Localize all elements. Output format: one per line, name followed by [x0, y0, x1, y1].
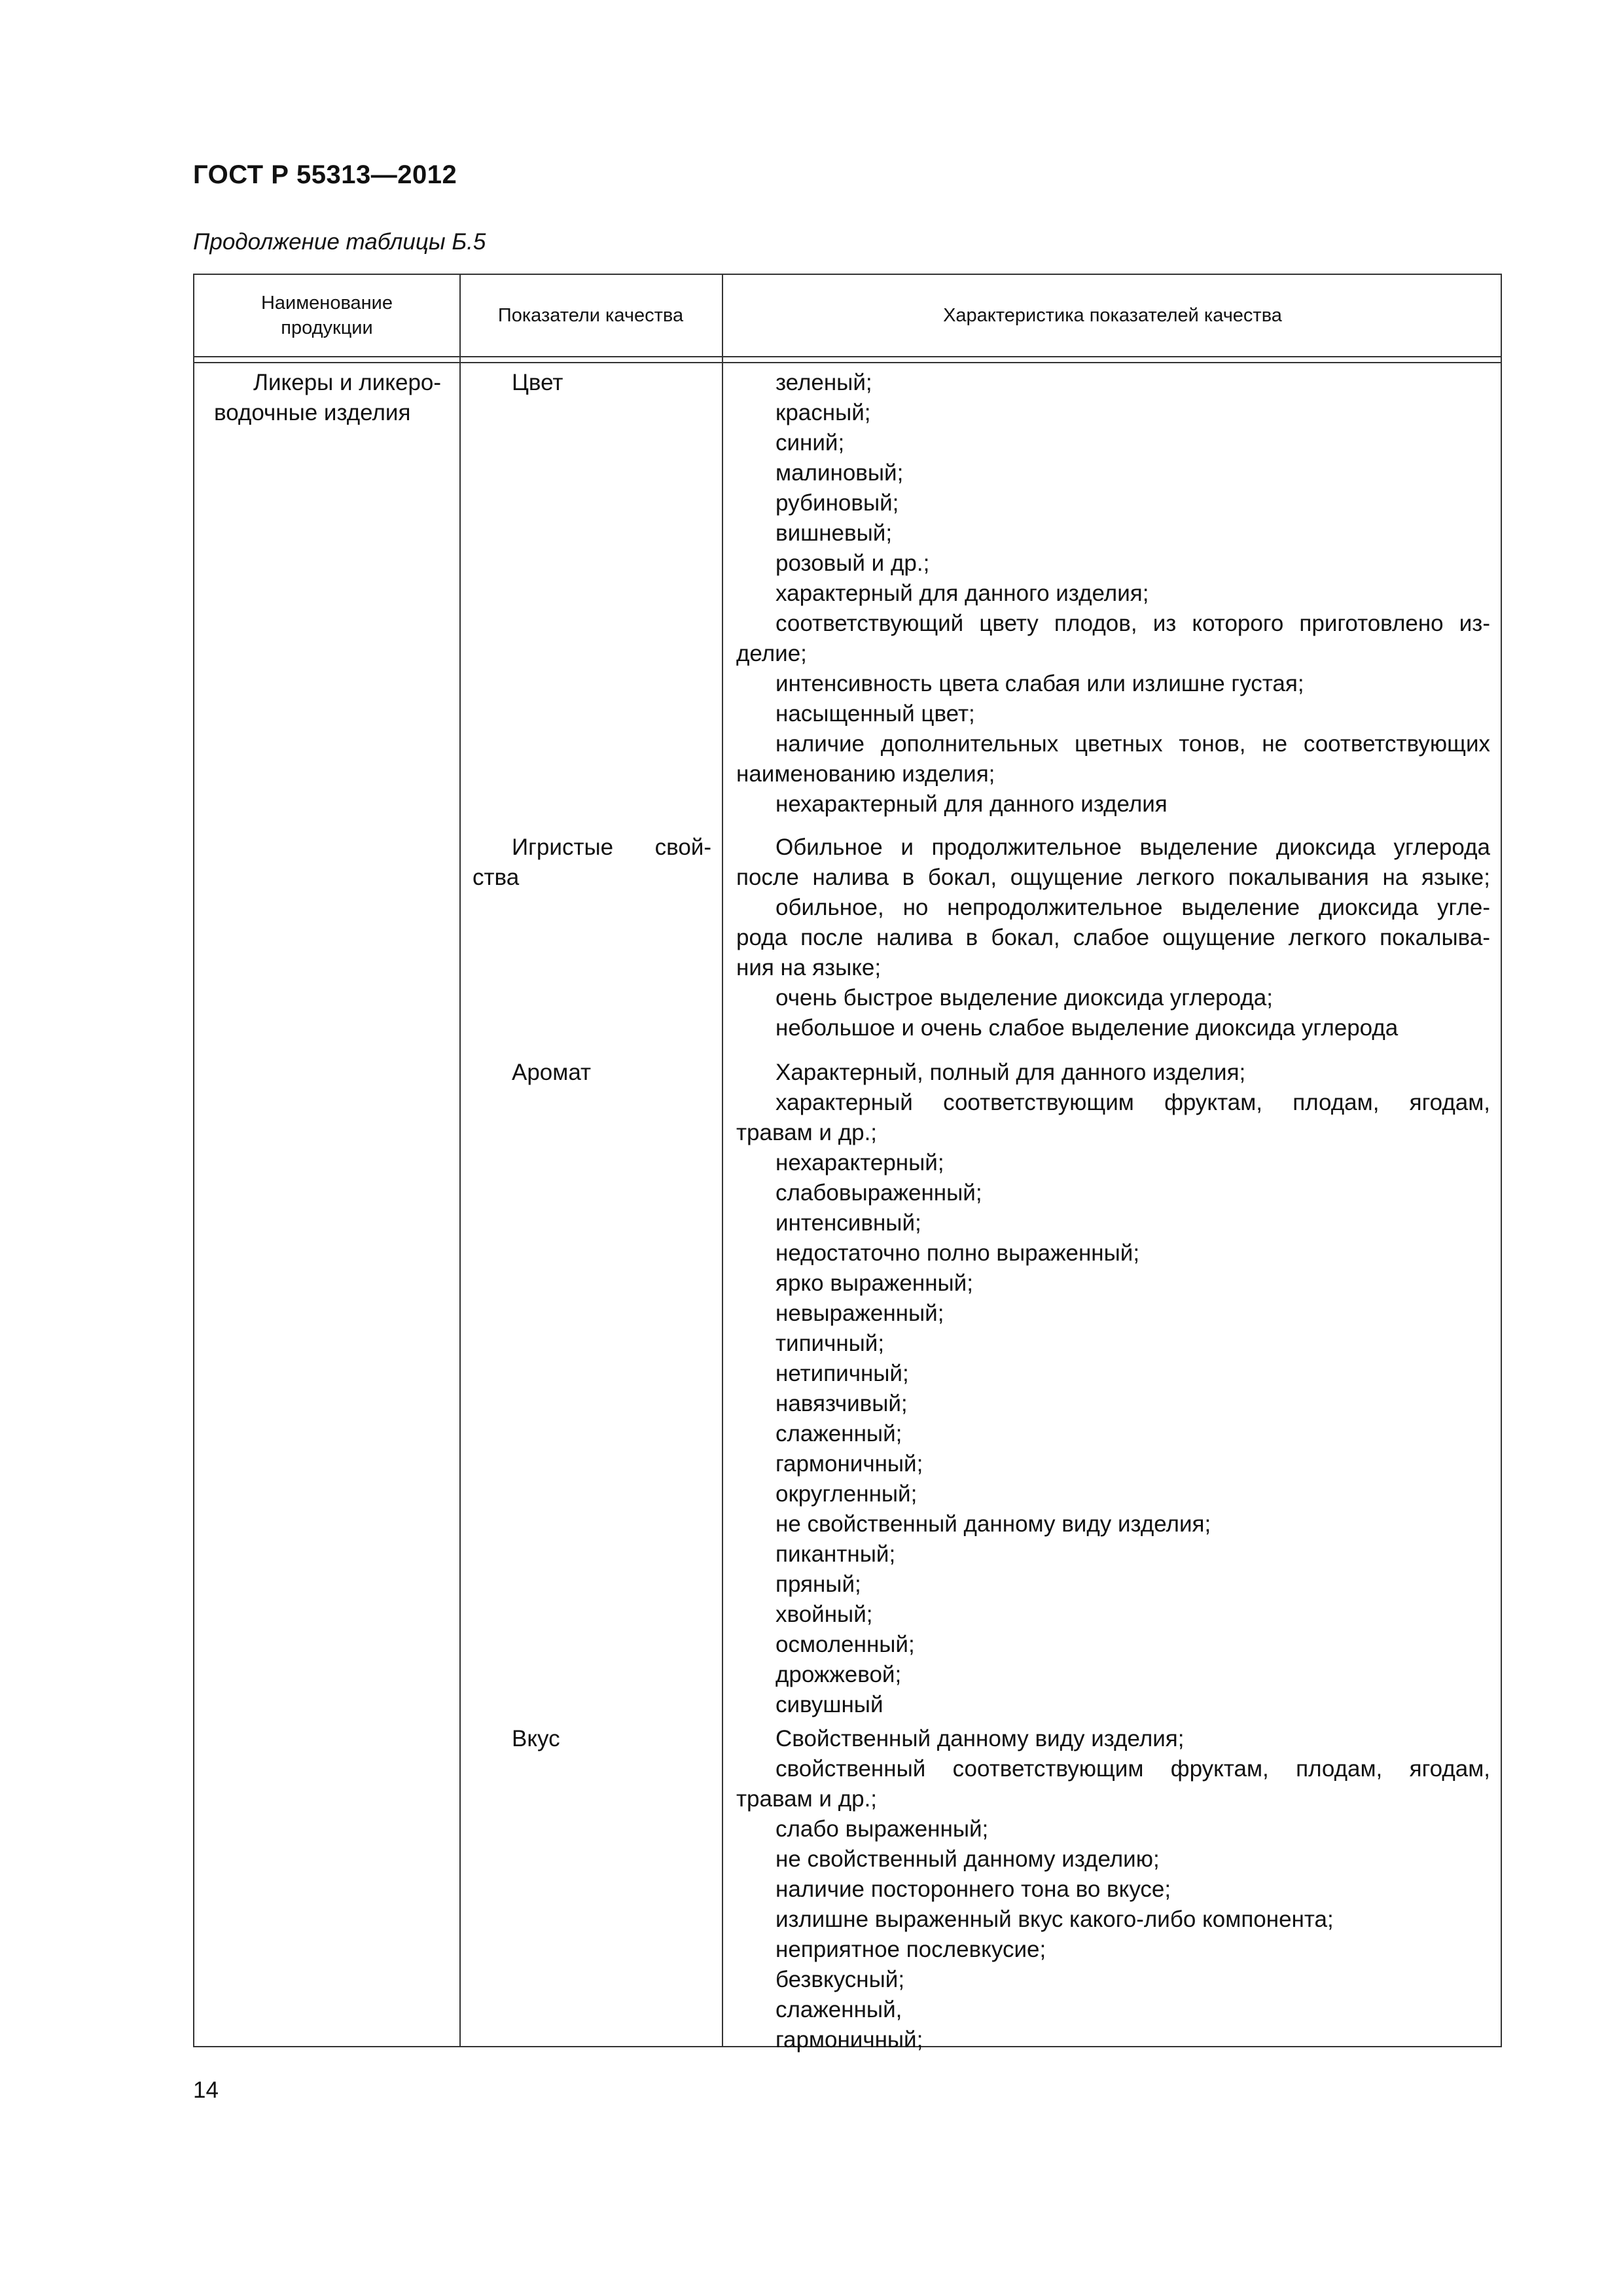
characteristic-line: ярко выраженный;: [776, 1270, 973, 1296]
characteristic-line: Свойственный данному виду изделия;: [776, 1726, 1185, 1751]
characteristic-line: не свойственный данному виду изделия;: [776, 1511, 1211, 1537]
header-product-line: Наименование: [260, 293, 393, 314]
characteristic-line: интенсивный;: [776, 1210, 921, 1236]
characteristic-line: дрожжевой;: [776, 1662, 902, 1687]
characteristic-line: гармоничный;: [776, 1451, 923, 1477]
characteristic-line: наличие дополнительных цветных тонов, не соответствующих: [776, 731, 1490, 757]
characteristic-line: осмоленный;: [776, 1632, 915, 1657]
table-caption: Продолжение таблицы Б.5: [193, 229, 486, 255]
characteristic-line: типичный;: [776, 1331, 885, 1356]
characteristic-line: обильное, но непродолжительное выделение диоксида угле-: [776, 895, 1490, 920]
characteristic-line: округленный;: [776, 1481, 918, 1507]
characteristic-line: слаженный,: [776, 1997, 902, 2022]
indicator-label: Цвет: [512, 370, 563, 395]
characteristics-aroma: [736, 1058, 1490, 1720]
column-divider: [459, 275, 461, 2046]
characteristic-line: нетипичный;: [776, 1361, 909, 1386]
characteristic-line: слабо выраженный;: [776, 1816, 989, 1842]
characteristics-taste: [736, 1724, 1490, 2055]
header-product: [194, 275, 459, 356]
page-number: 14: [193, 2077, 219, 2103]
characteristic-line: слаженный;: [776, 1421, 902, 1446]
column-divider: [722, 275, 723, 2046]
characteristic-line: синий;: [776, 430, 845, 456]
characteristic-line: сивушный: [776, 1692, 883, 1717]
product-name-cell: [214, 368, 446, 428]
characteristic-line: гармоничный;: [776, 2027, 923, 2053]
characteristic-line: соответствующий цвету плодов, из которого приготовлено из-: [776, 611, 1490, 636]
characteristic-line: характерный соответствующим фруктам, плодам, ягодам,: [776, 1090, 1490, 1115]
indicator-aroma: [473, 1058, 711, 1088]
characteristic-line: пряный;: [776, 1571, 861, 1597]
indicator-label: Игристые: [512, 834, 614, 860]
document-title: ГОСТ Р 55313—2012: [193, 160, 457, 189]
indicator-label: ства: [473, 865, 520, 890]
indicator-sparkling: [473, 833, 711, 893]
characteristic-line: малиновый;: [776, 460, 904, 486]
characteristic-line: невыраженный;: [776, 1300, 944, 1326]
characteristic-line: неприятное послевкусие;: [776, 1937, 1046, 1962]
characteristic-line: характерный для данного изделия;: [776, 581, 1149, 606]
characteristic-line: свойственный соответствующим фруктам, плодам, ягодам,: [776, 1756, 1490, 1782]
indicator-color: [473, 368, 711, 398]
header-divider: [194, 362, 1501, 363]
characteristic-line: рубиновый;: [776, 490, 899, 516]
characteristic-line: безвкусный;: [776, 1967, 905, 1992]
header-divider: [194, 356, 1501, 357]
characteristic-line: ния на языке;: [736, 955, 882, 980]
characteristic-line: травам и др.;: [736, 1120, 878, 1145]
product-name-line: Ликеры и ликеро-: [253, 370, 442, 395]
characteristic-line: пикантный;: [776, 1541, 896, 1567]
header-characteristic: Характеристика показателей качества: [943, 305, 1282, 326]
indicator-label: свой-: [654, 834, 711, 860]
characteristics-color: [736, 368, 1490, 819]
quality-table: [193, 274, 1502, 2053]
characteristic-line: навязчивый;: [776, 1391, 908, 1416]
characteristic-line: нехарактерный;: [776, 1150, 944, 1175]
indicator-label-row: [473, 833, 711, 863]
header-product-line: продукции: [281, 317, 373, 338]
indicator-label: Аромат: [512, 1060, 592, 1085]
header-indicator: Показатели качества: [497, 305, 684, 326]
characteristic-line: наименованию изделия;: [736, 761, 995, 787]
indicator-taste: [473, 1724, 711, 1754]
characteristic-line: небольшое и очень слабое выделение диоксида углерода: [776, 1015, 1399, 1041]
characteristic-line: вишневый;: [776, 520, 893, 546]
characteristic-line: излишне выраженный вкус какого-либо компонента;: [776, 1907, 1334, 1932]
characteristic-line: слабовыраженный;: [776, 1180, 982, 1206]
product-name-line: водочные изделия: [214, 400, 411, 425]
characteristic-line: интенсивность цвета слабая или излишне густая;: [776, 671, 1304, 696]
characteristic-line: розовый и др.;: [776, 550, 930, 576]
characteristic-line: Обильное и продолжительное выделение диоксида углерода: [776, 834, 1490, 860]
characteristic-line: хвойный;: [776, 1602, 873, 1627]
characteristic-line: травам и др.;: [736, 1786, 878, 1812]
characteristic-line: рода после налива в бокал, слабое ощущение легкого покалыва-: [736, 925, 1490, 950]
characteristic-line: зеленый;: [776, 370, 872, 395]
characteristic-line: красный;: [776, 400, 871, 425]
characteristic-line: нехарактерный для данного изделия: [776, 791, 1168, 817]
indicator-label: Вкус: [512, 1726, 560, 1751]
characteristic-line: недостаточно полно выраженный;: [776, 1240, 1140, 1266]
characteristic-line: наличие постороннего тона во вкусе;: [776, 1876, 1171, 1902]
characteristic-line: после налива в бокал, ощущение легкого покалывания на языке;: [736, 865, 1490, 890]
characteristic-line: делие;: [736, 641, 807, 666]
characteristic-line: очень быстрое выделение диоксида углерода;: [776, 985, 1273, 1011]
characteristic-line: Характерный, полный для данного изделия;: [776, 1060, 1246, 1085]
characteristic-line: не свойственный данному изделию;: [776, 1846, 1160, 1872]
characteristic-line: насыщенный цвет;: [776, 701, 975, 726]
characteristics-sparkling: [736, 833, 1490, 1043]
